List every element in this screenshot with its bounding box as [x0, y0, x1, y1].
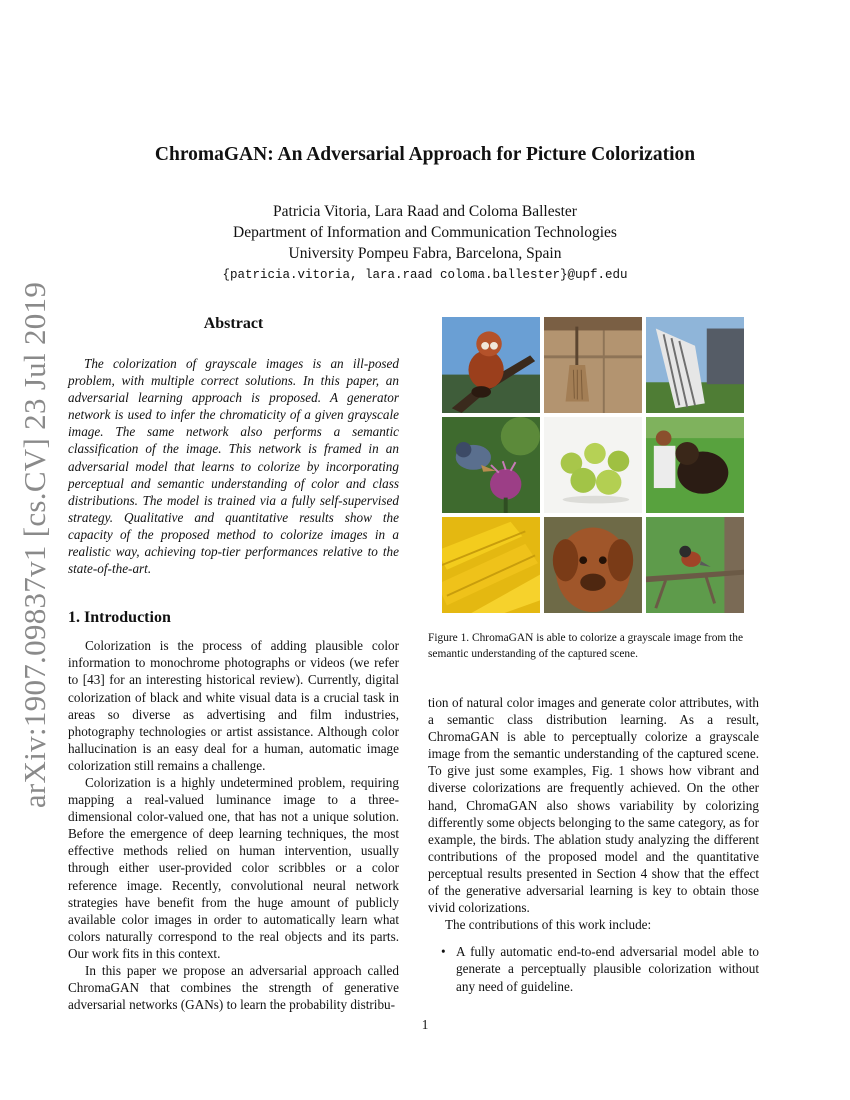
figure-image-corn — [442, 517, 540, 613]
contributions-list — [428, 943, 759, 994]
arxiv-side-stamp — [12, 281, 58, 809]
figure-image-woman-dog — [646, 417, 744, 513]
introduction-heading: 1. Introduction — [68, 609, 171, 627]
abstract-heading: Abstract — [203, 315, 264, 332]
figure-image-apples — [544, 417, 642, 513]
paper-title: ChromaGAN: An Adversarial Approach for Picture Colorization — [154, 144, 696, 165]
intro-paragraph-1: Colorization is the process of adding plausible color information to monochrome photographs or videos (we refer to [43] for an interesting historical review). Currently, digital colorization of black and white visual data is a crucial task in areas so diverse as advertising and film industries, photography technologies or artist assistance. Although color hallucination is an easy deal for a human, automatic image colorization still remains a challenge. — [68, 638, 399, 773]
figure-image-red-panda — [442, 317, 540, 413]
intro-paragraph-3: In this paper we propose an adversarial approach called ChromaGAN that combines the strength of generative adversarial networks (GANs) to learn the probability distribu- — [68, 963, 399, 1013]
figure-1-caption: Figure 1. ChromaGAN is able to colorize a grayscale image from the semantic understanding of the captured scene. — [428, 632, 744, 660]
figure-1-image-grid — [442, 317, 744, 613]
figure-image-bird-thistle — [442, 417, 540, 513]
author-university: University Pompeu Fabra, Barcelona, Spain — [288, 245, 562, 262]
left-column — [68, 315, 399, 1013]
right-paragraph-2: The contributions of this work include: — [445, 917, 652, 933]
page-number: 1 — [421, 1017, 429, 1032]
figure-image-brown-dog — [544, 517, 642, 613]
arxiv-identifier: arXiv:1907.09837v1 [cs.CV] 23 Jul 2019 — [17, 281, 52, 809]
figure-image-laundry — [646, 317, 744, 413]
right-paragraph-1: tion of natural color images and generate color attributes, with a semantic class distribution learning. As a result, ChromaGAN is able to perceptually colorize a grayscale image from the semantic understanding of the captured scene. To give just some examples, Fig. 1 shows how vibrant and diverse colorizations are frequently achieved. On the other hand, ChromaGAN also shows variability by colorizing differently some objects belonging to the same category, as for example, the birds. The ablation study analyzing the different contributions of the proposed model and the quantitative perceptual results presented in Section 4 show that the effect of the generative adversarial learning is key to obtain those vivid colorizations. — [428, 695, 759, 916]
abstract-text: The colorization of grayscale images is an ill-posed problem, with multiple correct solutions. In this paper, an adversarial learning approach is proposed. A generator network is used to infer the chromaticity of a given grayscale image. The same network also performs a semantic classification of the image. This network is framed in an adversarial model that learns to colorize by incorporating perceptual and semantic understanding of color and class distributions. The model is trained via a fully self-supervised strategy. Qualitative and quantitative results show the capacity of the proposed method to colorize images in a realistic way, achieving top-tier performances relative to the state-of-the-art. — [68, 356, 399, 577]
contribution-text-1: A fully automatic end-to-end adversarial model able to generate a perceptually plausible colorization without any need of guideline. — [456, 944, 759, 994]
figure-image-bird-branch — [646, 517, 744, 613]
author-block — [0, 201, 850, 286]
author-department: Department of Information and Communication Technologies — [233, 224, 617, 241]
figure-image-broom-wall — [544, 317, 642, 413]
intro-paragraph-2: Colorization is a highly undetermined problem, requiring mapping a real-valued luminance image to a three-dimensional color-valued one, that has not a unique solution. Before the emergence of deep learning techniques, the most effective methods relied on human intervention, usually through either user-provided color scribbles or a color reference image. Recently, convolutional neural network strategies have benefit from the huge amount of publicly available color images in order to automatically learn what colors naturally correspond to the real objects and its parts. Our work fits in this context. — [68, 774, 399, 961]
contribution-item-1 — [428, 943, 759, 994]
right-column-text — [428, 694, 759, 995]
author-names: Patricia Vitoria, Lara Raad and Coloma Ballester — [273, 203, 577, 220]
bullet-icon: • — [441, 944, 446, 960]
author-email: {patricia.vitoria, lara.raad coloma.ballester}@upf.edu — [222, 268, 628, 282]
